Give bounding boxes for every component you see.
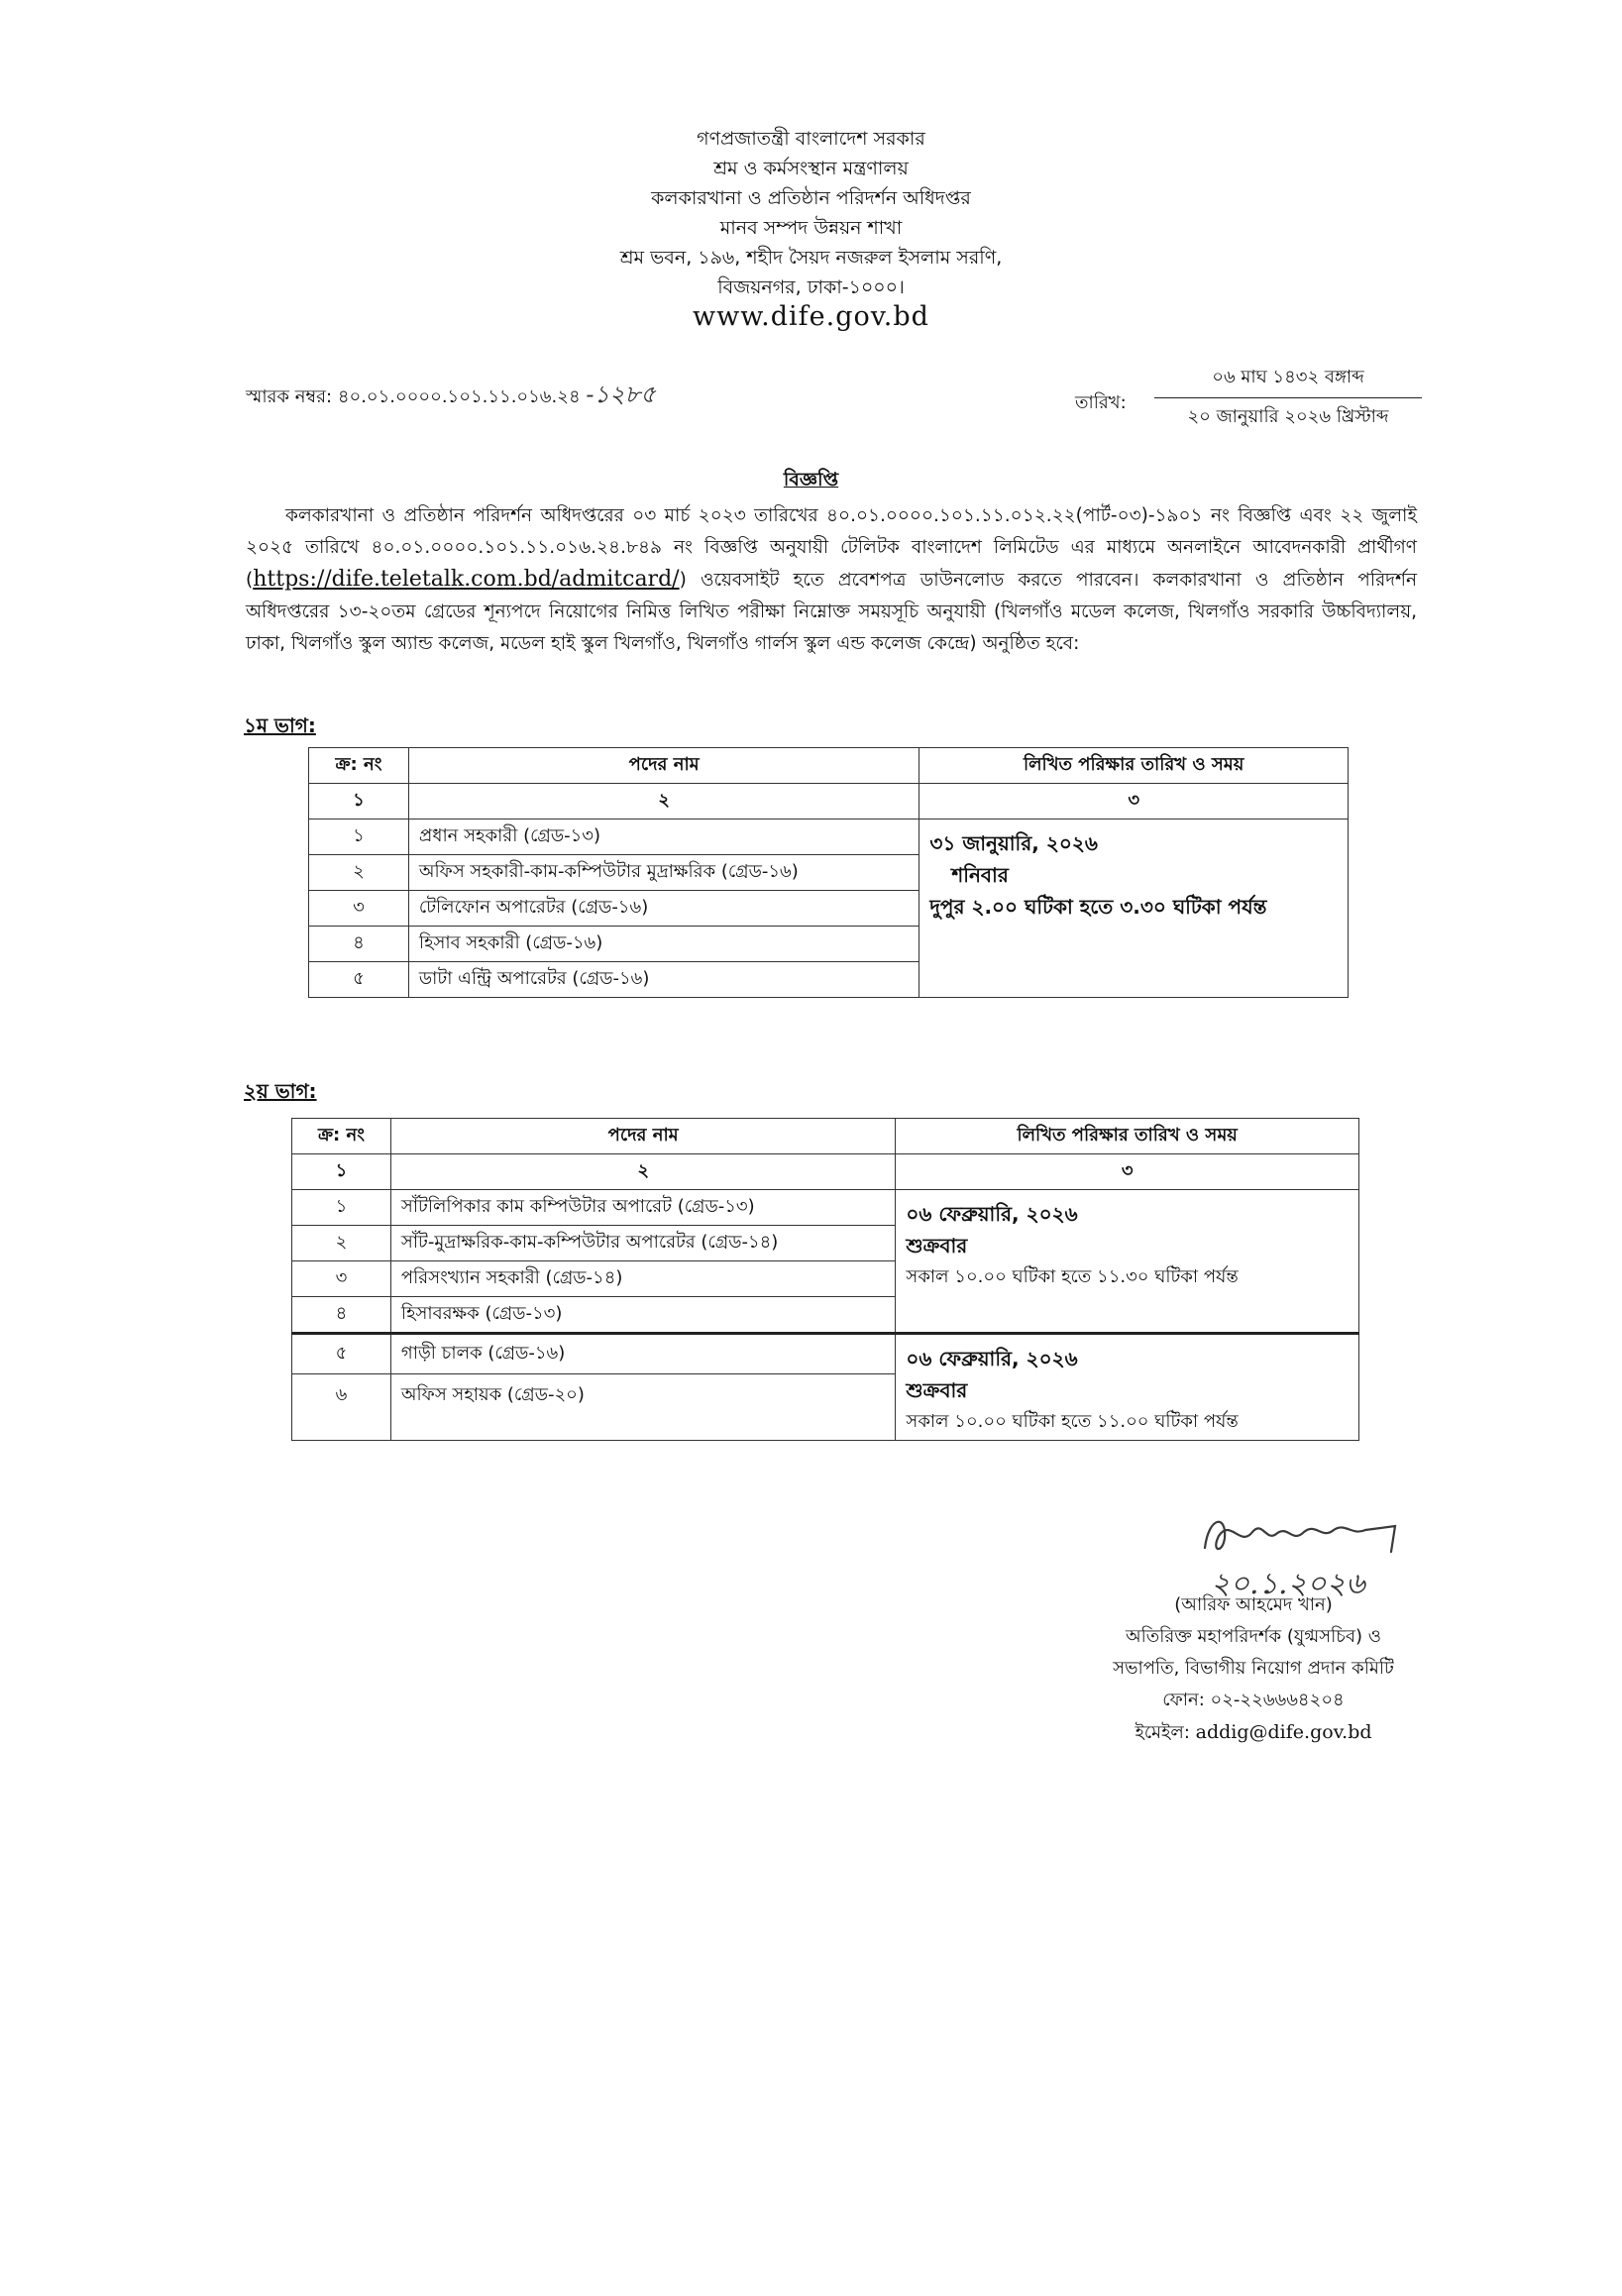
exam-time: দুপুর ২.০০ ঘটিকা হতে ৩.৩০ ঘটিকা পর্যন্ত bbox=[929, 895, 1267, 919]
table-index-row bbox=[309, 784, 1349, 820]
exam-schedule-cell bbox=[919, 820, 1349, 998]
notice-text-before-link: কলকারখানা ও প্রতিষ্ঠান পরিদর্শন অধিদপ্তরের ০৩ মার্চ ২০২৩ তারিখের ৪০.০১.০০০০.১০১.১১.০১২.২২(পার্ট-০৩)-১৯০১ নং বিজ্ঞপ্তি এবং ২২ জুলাই ২০২৫ তারিখে ৪০.০১.০০০০.১০১.১১.০১৬.২৪.৮৪৯ নং বিজ্ঞপ্তি অনুযায়ী টেলিটক বাংলাদেশ লিমিটেড এর মাধ্যমে অনলাইনে আবেদনকারী প্রার্থীগণ ( bbox=[246, 505, 1417, 591]
header-line-3: কলকারখানা ও প্রতিষ্ঠান পরিদর্শন অধিদপ্তর bbox=[651, 187, 971, 209]
email-label: ইমেইল: bbox=[1135, 1722, 1190, 1743]
header-line-1: গণপ্রজাতন্ত্রী বাংলাদেশ সরকার bbox=[697, 128, 925, 150]
index-cell: ২ bbox=[408, 784, 919, 820]
notice-paragraph bbox=[246, 500, 1417, 660]
part1-label: ১ম ভাগ: bbox=[244, 713, 316, 737]
signatory-email bbox=[1070, 1716, 1437, 1749]
post-cell: হিসাব সহকারী (গ্রেড-১৬) bbox=[408, 927, 919, 962]
part1-schedule-table bbox=[308, 747, 1349, 998]
phone-value: ০২-২২৬৬৬৪২০৪ bbox=[1210, 1690, 1345, 1710]
serial-cell: ৩ bbox=[309, 891, 409, 927]
header-serial: ক্র: নং bbox=[292, 1119, 391, 1154]
post-cell: টেলিফোন অপারেটর (গ্রেড-১৬) bbox=[408, 891, 919, 927]
signature-date: ২০.১.২০২৬ bbox=[1211, 1567, 1365, 1601]
header-line-2: শ্রম ও কর্মসংস্থান মন্ত্রণালয় bbox=[713, 158, 909, 179]
memo-handwritten-suffix: -১২৮৫ bbox=[586, 381, 656, 408]
phone-label: ফোন: bbox=[1162, 1690, 1205, 1710]
header-line-6: বিজয়নগর, ঢাকা-১০০০। bbox=[717, 276, 905, 298]
exam-time: সকাল ১০.০০ ঘটিকা হতে ১১.৩০ ঘটিকা পর্যন্ত bbox=[906, 1266, 1239, 1287]
memo-number bbox=[246, 377, 656, 416]
post-cell: সাঁটলিপিকার কাম কম্পিউটার অপারেট (গ্রেড-১৩) bbox=[390, 1190, 896, 1226]
serial-cell: ৫ bbox=[292, 1334, 391, 1374]
memo-label: স্মারক নম্বর: bbox=[246, 386, 333, 407]
exam-date: ০৬ ফেব্রুয়ারি, ২০২৬ bbox=[906, 1202, 1078, 1226]
serial-cell: ১ bbox=[309, 820, 409, 855]
notice-title: বিজ্ঞপ্তি bbox=[783, 469, 839, 491]
signature-scribble bbox=[1197, 1508, 1415, 1568]
header-exam-time: লিখিত পরিক্ষার তারিখ ও সময় bbox=[896, 1119, 1359, 1154]
signatory-committee: সভাপতি, বিভাগীয় নিয়োগ প্রদান কমিটি bbox=[1113, 1658, 1394, 1679]
index-cell: ১ bbox=[292, 1154, 391, 1190]
post-cell: প্রধান সহকারী (গ্রেড-১৩) bbox=[408, 820, 919, 855]
exam-day: শুক্রবার bbox=[906, 1234, 968, 1257]
header-line-5: শ্রম ভবন, ১৯৬, শহীদ সৈয়দ নজরুল ইসলাম সরণি, bbox=[619, 247, 1003, 269]
table-header-row bbox=[292, 1119, 1359, 1154]
header-post: পদের নাম bbox=[390, 1119, 896, 1154]
date-bangla: ০৬ মাঘ ১৪৩২ বঙ্গাব্দ bbox=[1212, 367, 1364, 387]
part2-label: ২য় ভাগ: bbox=[244, 1079, 317, 1103]
serial-cell: ৪ bbox=[309, 927, 409, 962]
signatory-designation: অতিরিক্ত মহাপরিদর্শক (যুগ্মসচিব) ও bbox=[1126, 1626, 1381, 1647]
signature-block bbox=[1070, 1589, 1437, 1749]
memo-value: ৪০.০১.০০০০.১০১.১১.০১৬.২৪ bbox=[337, 386, 581, 407]
table-row bbox=[292, 1334, 1359, 1374]
post-cell: পরিসংখ্যান সহকারী (গ্রেড-১৪) bbox=[390, 1261, 896, 1297]
post-cell: অফিস সহায়ক (গ্রেড-২০) bbox=[390, 1373, 896, 1440]
notice-text-after-link: ) ওয়েবসাইট হতে প্রবেশপত্র ডাউনলোড করতে পারবেন। কলকারখানা ও প্রতিষ্ঠান পরিদর্শন অধিদপ্তরের ১৩-২০তম গ্রেডের শূন্যপদে নিয়োগের নিমিত্ত লিখিত পরীক্ষা নিম্নোক্ত সময়সূচি অনুযায়ী (খিলগাঁও মডেল কলেজ, খিলগাঁও সরকারি উচ্চবিদ্যালয়, ঢাকা, খিলগাঁও স্কুল অ্যান্ড কলেজ, মডেল হাই স্কুল খিলগাঁও, খিলগাঁও গার্লস স্কুল এন্ড কলেজ কেন্দ্রে) অনুষ্ঠিত হবে: bbox=[246, 570, 1417, 654]
post-cell: হিসাবরক্ষক (গ্রেড-১৩) bbox=[390, 1297, 896, 1334]
index-cell: ২ bbox=[390, 1154, 896, 1190]
header-serial: ক্র: নং bbox=[309, 748, 409, 784]
signatory-phone bbox=[1070, 1685, 1437, 1716]
index-cell: ৩ bbox=[919, 784, 1349, 820]
serial-cell: ৬ bbox=[292, 1373, 391, 1440]
part2-schedule-table bbox=[291, 1118, 1359, 1441]
exam-time: সকাল ১০.০০ ঘটিকা হতে ১১.০০ ঘটিকা পর্যন্ত bbox=[906, 1411, 1239, 1432]
signatory-name: (আরিফ আহমেদ খান) bbox=[1174, 1594, 1333, 1615]
serial-cell: ৪ bbox=[292, 1297, 391, 1334]
date-label: তারিখ: bbox=[1075, 392, 1127, 413]
table-index-row bbox=[292, 1154, 1359, 1190]
serial-cell: ৩ bbox=[292, 1261, 391, 1297]
index-cell: ৩ bbox=[896, 1154, 1359, 1190]
exam-date: ৩১ জানুয়ারি, ২০২৬ bbox=[929, 831, 1098, 855]
table-header-row bbox=[309, 748, 1349, 784]
post-cell: সাঁট-মুদ্রাক্ষরিক-কাম-কম্পিউটার অপারেটর (গ্রেড-১৪) bbox=[390, 1226, 896, 1261]
exam-day: শুক্রবার bbox=[906, 1378, 968, 1402]
serial-cell: ১ bbox=[292, 1190, 391, 1226]
exam-day: শনিবার bbox=[951, 863, 1009, 887]
serial-cell: ২ bbox=[309, 855, 409, 891]
website-link[interactable]: www.dife.gov.bd bbox=[693, 301, 929, 332]
date-divider bbox=[1154, 397, 1422, 398]
index-cell: ১ bbox=[309, 784, 409, 820]
table-row bbox=[309, 820, 1349, 855]
post-cell: ডাটা এন্ট্রি অপারেটর (গ্রেড-১৬) bbox=[408, 962, 919, 998]
date-english: ২০ জানুয়ারি ২০২৬ খ্রিস্টাব্দ bbox=[1187, 406, 1389, 427]
post-cell: অফিস সহকারী-কাম-কম্পিউটার মুদ্রাক্ষরিক (গ্রেড-১৬) bbox=[408, 855, 919, 891]
exam-schedule-cell bbox=[896, 1334, 1359, 1441]
header-exam-time: লিখিত পরিক্ষার তারিখ ও সময় bbox=[919, 748, 1349, 784]
exam-schedule-cell bbox=[896, 1190, 1359, 1334]
serial-cell: ২ bbox=[292, 1226, 391, 1261]
serial-cell: ৫ bbox=[309, 962, 409, 998]
post-cell: গাড়ী চালক (গ্রেড-১৬) bbox=[390, 1334, 896, 1374]
header-line-4: মানব সম্পদ উন্নয়ন শাখা bbox=[719, 217, 903, 239]
header-post: পদের নাম bbox=[408, 748, 919, 784]
table-row bbox=[292, 1190, 1359, 1226]
admit-card-link[interactable]: https://dife.teletalk.com.bd/admitcard/ bbox=[253, 567, 680, 592]
exam-date: ০৬ ফেব্রুয়ারি, ২০২৬ bbox=[906, 1347, 1078, 1370]
email-value[interactable]: addig@dife.gov.bd bbox=[1195, 1721, 1372, 1743]
